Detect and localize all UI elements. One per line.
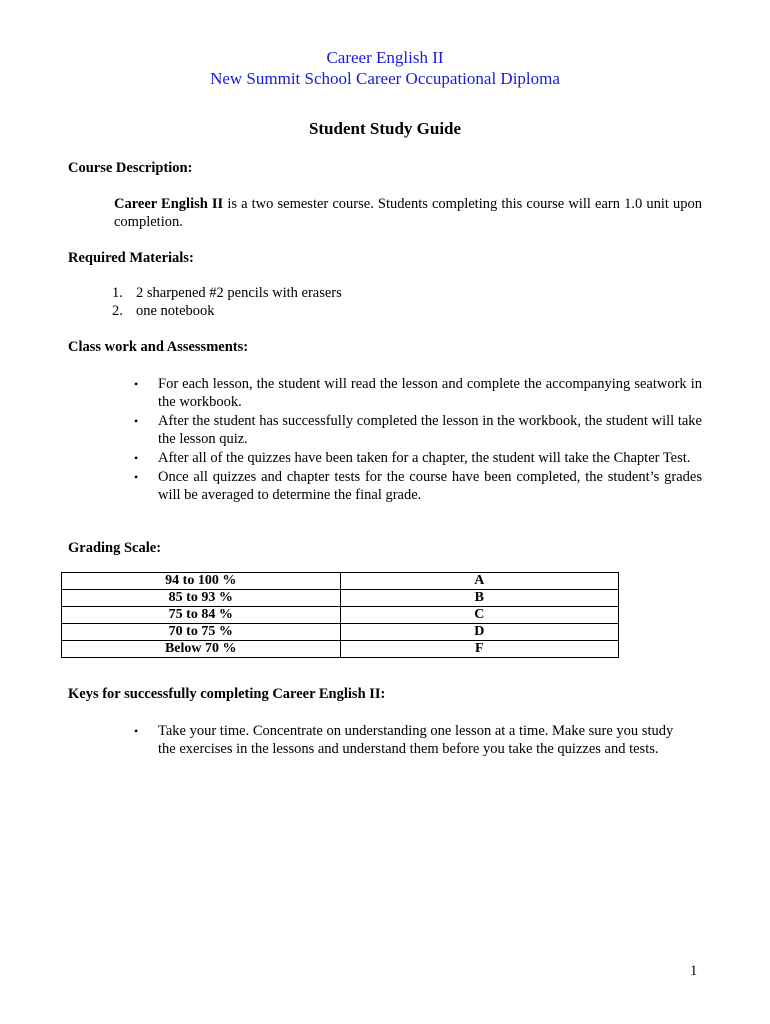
required-materials-heading: Required Materials: (68, 250, 194, 266)
grade-range-cell: 75 to 84 % (62, 607, 341, 624)
grade-range-cell: Below 70 % (62, 641, 341, 658)
grading-scale-table (61, 572, 619, 658)
list-item (132, 468, 702, 504)
grade-letter-cell: B (340, 590, 619, 607)
list-item-text: After the student has successfully completed the lesson in the workbook, the student will take the lesson quiz. (158, 413, 702, 447)
grade-range-cell: 94 to 100 % (62, 573, 341, 590)
list-item (132, 412, 702, 448)
bullet-icon: • (134, 377, 139, 391)
list-item (132, 449, 702, 467)
list-item-text: one notebook (136, 303, 215, 319)
course-description-heading: Course Description: (68, 160, 193, 176)
classwork-list (132, 375, 702, 505)
bullet-icon: • (134, 414, 139, 428)
list-item (112, 284, 342, 302)
table-row (62, 607, 619, 624)
list-item-number: 2. (112, 303, 123, 319)
list-item-text: Once all quizzes and chapter tests for the course have been completed, the student’s grades will be averaged to determine the final grade. (158, 469, 702, 503)
list-item-text: After all of the quizzes have been taken for a chapter, the student will take the Chapter Test. (158, 450, 691, 466)
course-description-text: is a two semester course. Students completing this course will earn 1.0 unit upon completion. (114, 196, 702, 230)
bullet-icon: • (134, 451, 139, 465)
list-item (132, 375, 702, 411)
materials-list (112, 284, 342, 320)
grading-scale-heading: Grading Scale: (68, 540, 162, 556)
bullet-icon: • (134, 470, 139, 484)
keys-heading: Keys for successfully completing Career English II: (68, 686, 386, 702)
list-item-text: Take your time. Concentrate on understanding one lesson at a time. Make sure you study the exercises in the lessons and understand them before you take the quizzes and tests. (158, 723, 674, 757)
table-row (62, 573, 619, 590)
grade-letter-cell: D (340, 624, 619, 641)
keys-list (132, 722, 692, 759)
grade-range-cell: 85 to 93 % (62, 590, 341, 607)
bullet-icon: • (134, 724, 139, 738)
table-row (62, 624, 619, 641)
page-title: Student Study Guide (308, 119, 462, 138)
table-row (62, 641, 619, 658)
grade-letter-cell: F (340, 641, 619, 658)
grade-letter-cell: C (340, 607, 619, 624)
table-row (62, 590, 619, 607)
grade-letter-cell: A (340, 573, 619, 590)
page-number: 1 (690, 963, 698, 979)
grade-range-cell: 70 to 75 % (62, 624, 341, 641)
course-description-paragraph (114, 195, 702, 231)
list-item-number: 1. (112, 285, 123, 301)
list-item (112, 302, 342, 320)
course-name-bold: Career English II (114, 196, 224, 212)
classwork-heading: Class work and Assessments: (68, 339, 249, 355)
course-title: Career English II (326, 48, 444, 67)
program-title: New Summit School Career Occupational Diploma (210, 69, 560, 88)
list-item-text: 2 sharpened #2 pencils with erasers (136, 285, 342, 301)
list-item (132, 722, 692, 758)
list-item-text: For each lesson, the student will read the lesson and complete the accompanying seatwork in the workbook. (158, 376, 702, 410)
